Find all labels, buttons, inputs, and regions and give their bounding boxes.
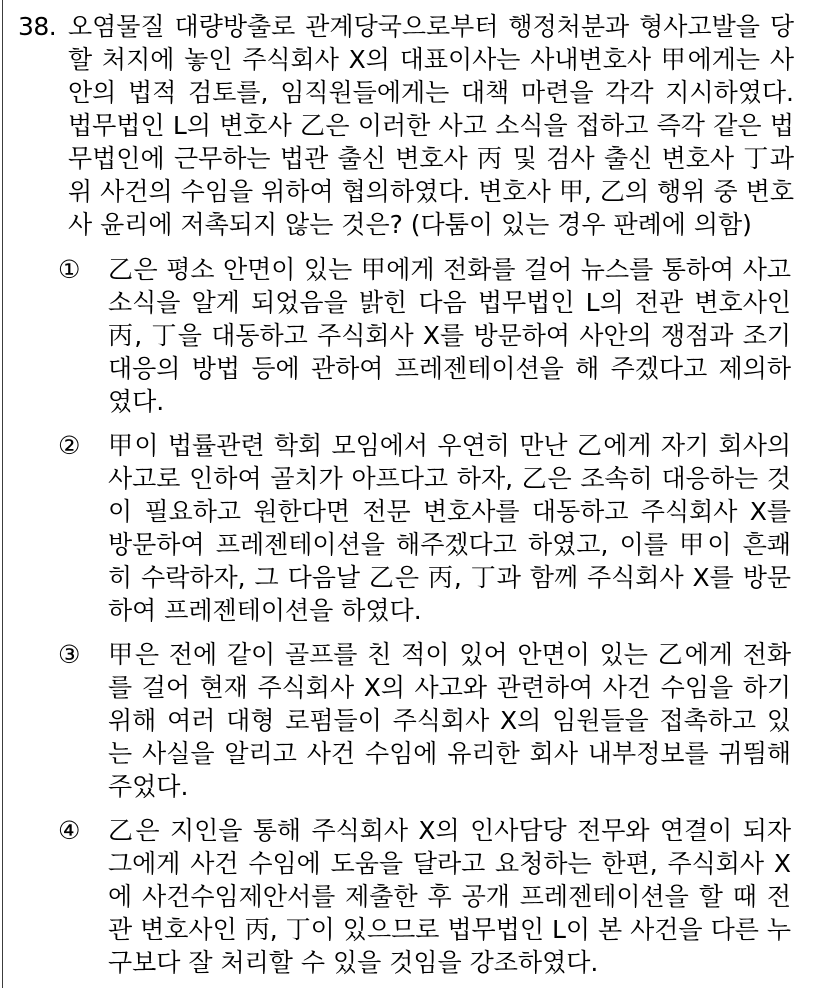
choice-marker-2: ②: [58, 431, 81, 460]
answer-choice-3[interactable]: [18, 638, 794, 803]
choice-text-4: 乙은 지인을 통해 주식회사 X의 인사담당 전무와 연결이 되자 그에게 사건 수임에 도움을 달라고 요청하는 한편, 주식회사 X에 사건수임제안서를 제출한 후 공개 프레젠테이션을 할 때 전관 변호사인 丙, 丁이 있으므로 법무법인 L이 본 사건을 다른 누구보다 잘 처리할 수 있을 것임을 강조하였다.: [108, 816, 791, 977]
choice-marker-4: ④: [58, 816, 81, 845]
answer-choice-list: [18, 253, 794, 979]
choice-text-1: 乙은 평소 안면이 있는 甲에게 전화를 걸어 뉴스를 통하여 사고 소식을 알게 되었음을 밝힌 다음 법무법인 L의 전관 변호사인 丙, 丁을 대동하고 주식회사 X를 방문하여 사안의 쟁점과 조기 대응의 방법 등에 관하여 프레젠테이션을 해 주겠다고 제의하였다.: [108, 255, 791, 416]
choice-text-3: 甲은 전에 같이 골프를 친 적이 있어 안면이 있는 乙에게 전화를 걸어 현재 주식회사 X의 사고와 관련하여 사건 수임을 하기 위해 여러 대형 로펌들이 주식회사 X의 임원들을 접촉하고 있는 사실을 알리고 사건 수임에 유리한 회사 내부정보를 귀띔해주었다.: [108, 640, 791, 801]
question-stem-block: [18, 10, 794, 241]
answer-choice-2[interactable]: [18, 429, 794, 627]
choice-marker-1: ①: [58, 255, 81, 284]
question-number: 38.: [18, 12, 57, 41]
choice-text-2: 甲이 법률관련 학회 모임에서 우연히 만난 乙에게 자기 회사의 사고로 인하여 골치가 아프다고 하자, 乙은 조속히 대응하는 것이 필요하고 원한다면 전문 변호사를 대동하고 주식회사 X를 방문하여 프레젠테이션을 해주겠다고 하였고, 이를 甲이 흔쾌히 수락하자, 그 다음날 乙은 丙, 丁과 함께 주식회사 X를 방문하여 프레젠테이션을 하였다.: [108, 431, 791, 625]
answer-choice-4[interactable]: [18, 814, 794, 979]
answer-choice-1[interactable]: [18, 253, 794, 418]
choice-marker-3: ③: [58, 640, 81, 669]
question-stem-text: 오염물질 대량방출로 관계당국으로부터 행정처분과 형사고발을 당할 처지에 놓인 주식회사 X의 대표이사는 사내변호사 甲에게는 사안의 법적 검토를, 임직원들에게는 대책 마련을 각각 지시하였다. 법무법인 L의 변호사 乙은 이러한 사고 소식을 접하고 즉각 같은 법무법인에 근무하는 법관 출신 변호사 丙 및 검사 출신 변호사 丁과 위 사건의 수임을 위하여 협의하였다. 변호사 甲, 乙의 행위 중 변호사 윤리에 저촉되지 않는 것은? (다툼이 있는 경우 판례에 의함): [68, 12, 794, 239]
